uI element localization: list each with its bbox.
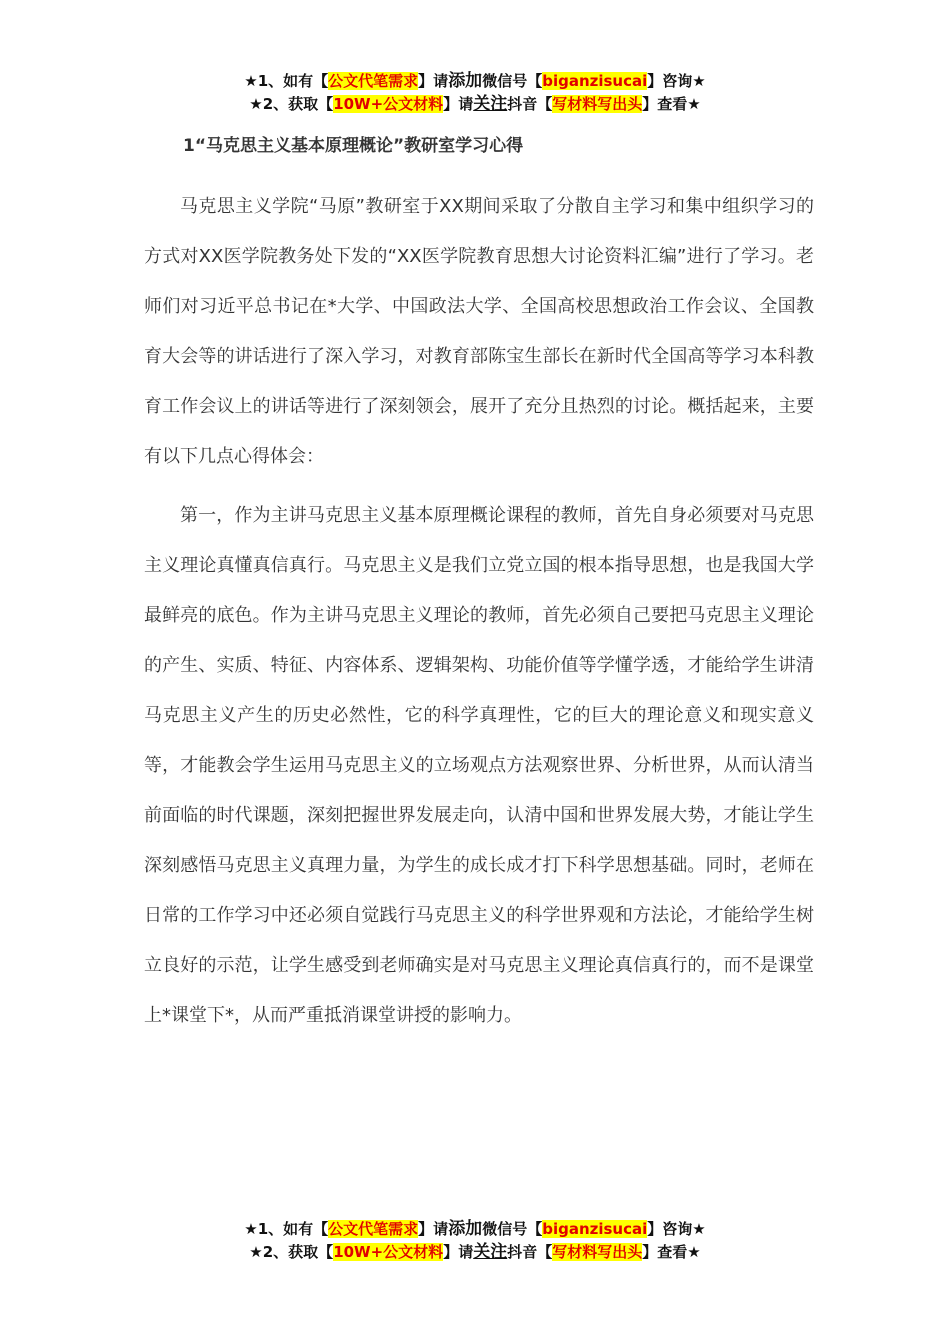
highlight-service: 公文代笔需求 [328, 1220, 419, 1238]
document-title: 1“马克思主义基本原理概论”教研室学习心得 [183, 136, 524, 156]
highlight-wechat-id: biganzisucai [542, 72, 648, 90]
banner-text: 】咨询★ [647, 1220, 706, 1238]
banner-emphasis: 添加 [448, 1219, 483, 1239]
banner-emphasis: 关注 [473, 1242, 508, 1262]
highlight-materials: 10W+公文材料 [333, 95, 444, 113]
banner-text: 】咨询★ [647, 72, 706, 90]
banner-text: 抖音【 [507, 95, 553, 113]
banner-text: 】查看★ [642, 1243, 701, 1261]
footer-banner [0, 1218, 950, 1264]
highlight-wechat-id: biganzisucai [542, 1220, 648, 1238]
banner-text: 微信号【 [482, 1220, 543, 1238]
banner-text: ★1、如有【 [244, 72, 329, 90]
banner-emphasis: 关注 [473, 94, 508, 114]
highlight-douyin-id: 写材料写出头 [552, 95, 643, 113]
banner-line-1 [0, 70, 950, 93]
banner-text: ★1、如有【 [244, 1220, 329, 1238]
body-paragraph-2: 第一，作为主讲马克思主义基本原理概论课程的教师，首先自身必须要对马克思主义理论真懂真信真行。马克思主义是我们立党立国的根本指导思想，也是我国大学最鲜亮的底色。作为主讲马克思主义理论的教师，首先必须自己要把马克思主义理论的产生、实质、特征、内容体系、逻辑架构、功能价值等学懂学透，才能给学生讲清马克思主义产生的历史必然性，它的科学真理性，它的巨大的理论意义和现实意义等，才能教会学生运用马克思主义的立场观点方法观察世界、分析世界，从而认清当前面临的时代课题，深刻把握世界发展走向，认清中国和世界发展大势，才能让学生深刻感悟马克思主义真理力量，为学生的成长成才打下科学思想基础。同时，老师在日常的工作学习中还必须自觉践行马克思主义的科学世界观和方法论，才能给学生树立良好的示范，让学生感受到老师确实是对马克思主义理论真信真行的，而不是课堂上*课堂下*，从而严重抵消课堂讲授的影响力。 [144, 505, 814, 1026]
banner-text: ★2、获取【 [249, 95, 334, 113]
banner-text: 】请 [418, 1220, 449, 1238]
banner-text: ★2、获取【 [249, 1243, 334, 1261]
body-paragraph-1: 马克思主义学院“马原”教研室于XX期间采取了分散自主学习和集中组织学习的方式对XX医学院教务处下发的“XX医学院教育思想大讨论资料汇编”进行了学习。老师们对习近平总书记在*大学、中国政法大学、全国高校思想政治工作会议、全国教育大会等的讲话进行了深入学习，对教育部陈宝生部长在新时代全国高等学习本科教育工作会议上的讲话等进行了深刻领会，展开了充分且热烈的讨论。概括起来，主要有以下几点心得体会： [144, 196, 814, 467]
banner-text: 】请 [418, 72, 449, 90]
banner-line-1 [0, 1218, 950, 1241]
banner-line-2 [0, 1241, 950, 1264]
highlight-douyin-id: 写材料写出头 [552, 1243, 643, 1261]
banner-line-2 [0, 93, 950, 116]
banner-text: 】查看★ [642, 95, 701, 113]
banner-emphasis: 添加 [448, 71, 483, 91]
banner-text: 抖音【 [507, 1243, 553, 1261]
banner-text: 微信号【 [482, 72, 543, 90]
banner-text: 】请 [443, 95, 474, 113]
highlight-materials: 10W+公文材料 [333, 1243, 444, 1261]
header-banner [0, 70, 950, 116]
banner-text: 】请 [443, 1243, 474, 1261]
highlight-service: 公文代笔需求 [328, 72, 419, 90]
